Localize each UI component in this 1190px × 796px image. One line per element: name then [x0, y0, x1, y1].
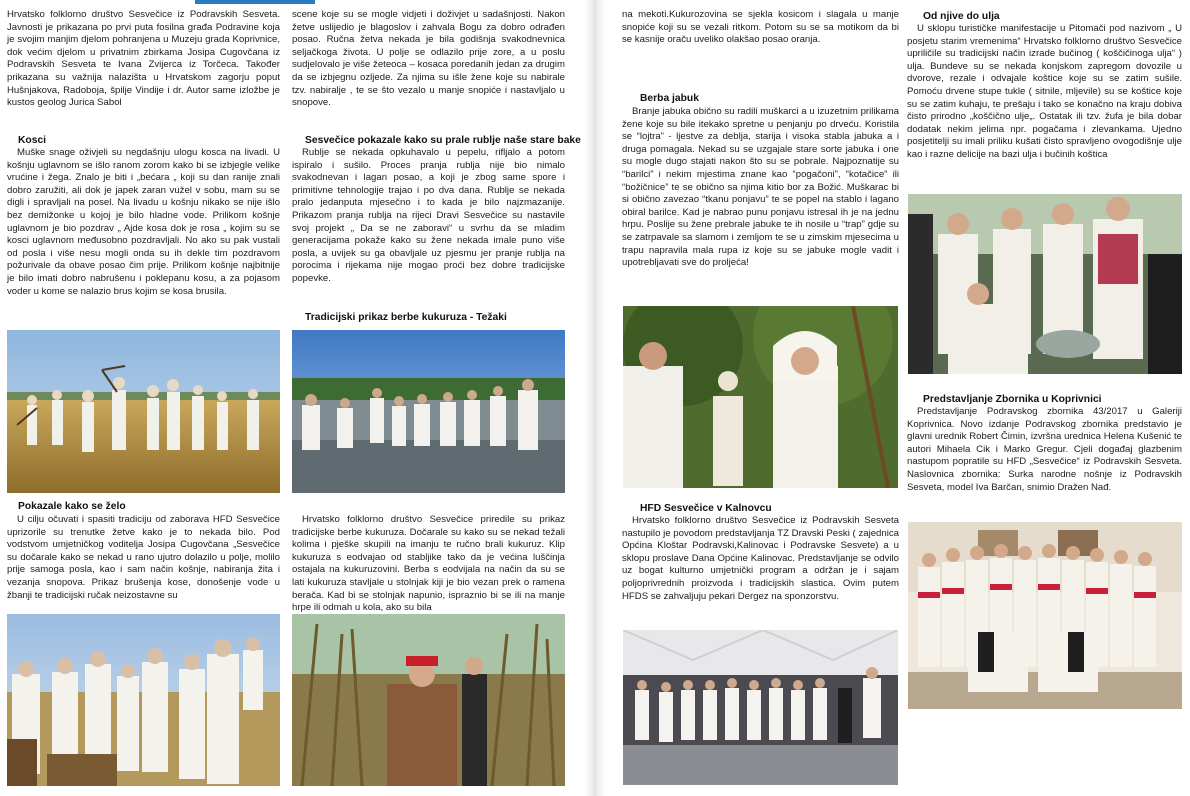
- kukuruz-text: [292, 514, 565, 615]
- zbornik-heading: Predstavljanje Zbornika u Koprivnici: [923, 394, 1102, 405]
- river-washing-photo: [292, 330, 565, 493]
- rublje-paragraph: Rublje se nekada opkuhavalo u pepelu, rifljalo a potom ispiralo i sušilo. Proces pranja rublja nije bio nimalo svakodnevan i lagan posao, a koji je zbog same spore i primitivne tehnologije trajao i po dva dana. Rublje se nekada pralo jedanputa mjesečno i to kada je bilo najzmazanije. Prikazom pranja rublja na rijeci Dravi Sesvečice su nastavile svoj projekt „ Da se ne zaboravi“ u svrhu da se mladim generacijama pokaže kako su žene nekada imale puno više posla, a uvijek su ga obavljale uz pjesmu jer pranje rublja na porocima i rijekama nije mogao proći bez dobre tradicijske popevke.: [292, 147, 565, 284]
- kosci-heading: Kosci: [18, 135, 47, 146]
- rublje-heading: Sesvečice pokazale kako su prale rublje naše stare bake: [305, 135, 581, 146]
- corn-harvest-photo: [292, 614, 565, 786]
- harvest-photo: [7, 330, 280, 493]
- zbornik-text: [907, 406, 1182, 494]
- page-gutter: [585, 0, 605, 796]
- kukuruz-paragraph: Hrvatsko folklorno društvo Sesvečice priredile su prikaz tradicijske berbe kukuruza. Dočarale su kako su se nekad težali kolima i pješke skupili na imanju te ručno brali kukuruz. Klip kukuruza s eodvajao od stabljike tako da je većina luščinja ostajala na kukuruzovini. Berba s eodvijala na način da su se lati kukuruza stavljale u stolnjak kiji je bio vezan prek o ramena berača. Kad bi se stolnjak napunio, ispraznio bi se ili na manje hrpe ili odmah u kola, ako su bila: [292, 514, 565, 614]
- right-page: [605, 0, 1190, 796]
- apple-harvest-photo: [623, 306, 898, 488]
- jabuk-text: [622, 106, 899, 270]
- zelo-paragraph: U cilju očuvati i spasiti tradiciju od zaborava HFD Sesvečice uprizorile su trenutke žetve kako je to nekada bilo. Pod vodstvom umjetničkog voditelja Josipa Cugovčana „Sesvečice su dočarale kako se nekad u rano ujutro dolazilo u polje, molilo prije samoga posla, kao i sam način košnje, nabiranja žita i vezanja snopova. Prikaz brušenja kose, donošenje vode u žbanji te tradicijski ručak neizostavne su: [7, 514, 280, 601]
- kalnovac-heading: HFD Sesvečice v Kalnovcu: [640, 503, 772, 514]
- zelo-text: [7, 514, 280, 602]
- col2-top-text: [292, 9, 565, 110]
- lunch-photo: [7, 614, 280, 786]
- col2-top-paragraph: scene koje su se mogle vidjeti i doživjet u sadašnjosti. Nakon žetve uslijedio je blagoslov i zahvala Bogu za dobro odrađen posao. Ručna žetva nekada je bila godišnja svakodnevnica seljačkoga života. U polje se odlazilo prije zore, a u poslu sudjelovalo je više žeteoca – kosaca poredanih jedan za drugim da se izbjegnu ozljede. Za njima su išle žene koje su nabirale tzv. nabiralje , te se što vezalo u manje snopiće i nastavljalo u snopove.: [292, 9, 565, 109]
- col3-top-paragraph: na mekoti.Kukurozovina se sjekla kosicom i slagala u manje snopiće koji su se vezali ritkom. Potom su se sa motikom da bi se kasnije oraču uveliko olakšao posao oranja.: [622, 9, 899, 46]
- kosci-paragraph: Muške snage oživjeli su negdašnju ulogu kosca na livadi. U košnju uglavnom se išlo ranom zorom kako bi se izbjegle velike vrućine i žega. Znalo je biti i „bećara „ koji su dan ranije znali dobro zaružiti, ali dok je japek zaran vužel v sobu, mam su se digli i spravljali na posel. Na livadu u košnju nikako se nije išlo bez demižonke u kojoj je bilo hladne vode. Prilikom košnje uglavnom je bio pozdrav „ Ajde kosa dok je rosa „ kojim su se kosci uglavnom međusobno pozdravljali. No ako su pak vustali od posla i više nesu mogli onda su ih dekle tim pozdravom požurivale da obave posao čim prije. Prilikom košnje najbitnije je bilo imati dobro nabrušenu i poklepanu kosu, a za pojasom voder u kome se nalazio brus kojim se kosa brusila.: [7, 147, 280, 297]
- ulja-paragraph: U sklopu turističke manifestacije u Pitomači pod nazivom „ U posjetu starim vremenima“ Hrvatsko folklorno društvo Sesvečice upriličile su tradicijski način izrade bučinog ( koščičinoga ulja“ ) ulja. Bundeve su se nekada konjskom zaprego​m dovozile u dvorove, rezale i odvajale koštice koje su se zatim sušile. Pomoću drvene stupe tukle ( sitnile, mljevile) su se koštice koje su se zatim kuhaju, te prešaju i tako se konačno na kraju dobiva čisto prirodno „koščično ulje„. Ostatak ili tzv. žufa je bila dobar dodatak nekim jelima npr. pogačama i zlevankama. Ujedno posjetitelji su imali priliku kušati čisto spravljeno ovogodišnje ulje kao i razne delicije na bazi ulja i bučinih koštica: [907, 23, 1182, 160]
- jabuk-paragraph: Branje jabuka obično su radili muškarci a u izuzetnim prilikama žene koje su bile itekako spretne u penjanju po drveću. Koristila se “lojtra” - ljestve za deblja, starija i visoka stabla jabuka a i druga pomagala. Nekad su se uzgajale stare sorte jabuka i one su mogle dugo stajati nakon što su se pobrale. Najpoznatije su “barilci” i nekim mjestima znane kao “pogačoni”, “kotačice” ili “božičnice” te se obično sa njima kitio bor za Božić. Muškarac bi si obično zavezao “tkanu ponjavu” te se popel na stablo i lagano obiral barilce. Kad je nabrao punu ponjavu istresal ih je na jednu hrpu. Poslije su žene prebrale jabuke te ih nosile u “trap” gdje su se zatrpavale sa slamom i zemljom te se u zimskim mjesecima u trapu napravila mala rupa iz koje su se jabuke mogle vadit i upotrebljavati sve do proljeća!: [622, 106, 899, 269]
- kosci-text: [7, 147, 280, 298]
- accent-bar: [195, 0, 315, 4]
- col3-top-text: [622, 9, 899, 47]
- zbornik-paragraph: Predstavljanje Podravskog zbornika 43/2017 u Galeriji Koprivnica. Novo izdanje Podravskog zbornika predstavio je glavni urednik Robert Čimin, izvršna urednica Helena Kušenić te autori Mihaela Cik i Marko Gregur. Cjeli događaj glazbenim nastupom popratile su HFD „Sesvečice“ iz Podravskih Sesveta. Naslovnica zbornika: Surka narodne nošnje iz Podravskih Sesveta, model Iva Barčan, snimio Dražen Nađ.: [907, 406, 1182, 493]
- rublje-text: [292, 147, 565, 286]
- intro-text: [7, 9, 280, 110]
- left-page: [0, 0, 585, 796]
- intro-paragraph: Hrvatsko folklorno društvo Sesvečice iz Podravskih Sesveta. Javnosti je prikazana po prvi puta fosilna građa Podravine koja je svojim manjim djelom pohranjena u Muzeju grada Koprivnice, dok većim djelom u privatnim zbirkama Josipa Cugovčana iz Podravskih Sesveta te Ivana Zvijerca iz Torčeca. Također prikazana su važnija nalazišta u Hrvatskom zagorju poput Hušnjakova, Radoboja, špilje Vindije i dr. Autor same izložbe je kustos geolog Jurica Sabol: [7, 9, 280, 109]
- jabuk-heading: Berba jabuk: [640, 93, 699, 104]
- tent-performance-photo: [623, 630, 898, 785]
- kalnovac-paragraph: Hrvatsko folklorno društvo Sesvečice iz Podravskih Sesveta nastupilo je povodom predstavljanja TZ Dravski Peski ( zajednica Općina Kloštar Podravski,Kalinovac i Podravske Sesvete) a u sklopu proslave Dana Općine Kalinovac. Predstavljanje se odvilo uz bogat kulturno umjetnički program a održan je i sajam poljoprivrednih proizvoda i tradicijskih slastica. Ovim putem HFDS se zahvaljuju pekari Dergez na sponzorstvu.: [622, 515, 899, 602]
- kalnovac-text: [622, 515, 899, 603]
- kukuruz-heading: Tradicijski prikaz berbe kukuruza - Težaki: [305, 312, 507, 323]
- ulja-text: [907, 23, 1182, 162]
- oil-making-photo: [908, 194, 1182, 374]
- group-photo: [908, 522, 1182, 709]
- zelo-heading: Pokazale kako se želo: [18, 501, 126, 512]
- ulja-heading: Od njive do ulja: [923, 11, 1000, 22]
